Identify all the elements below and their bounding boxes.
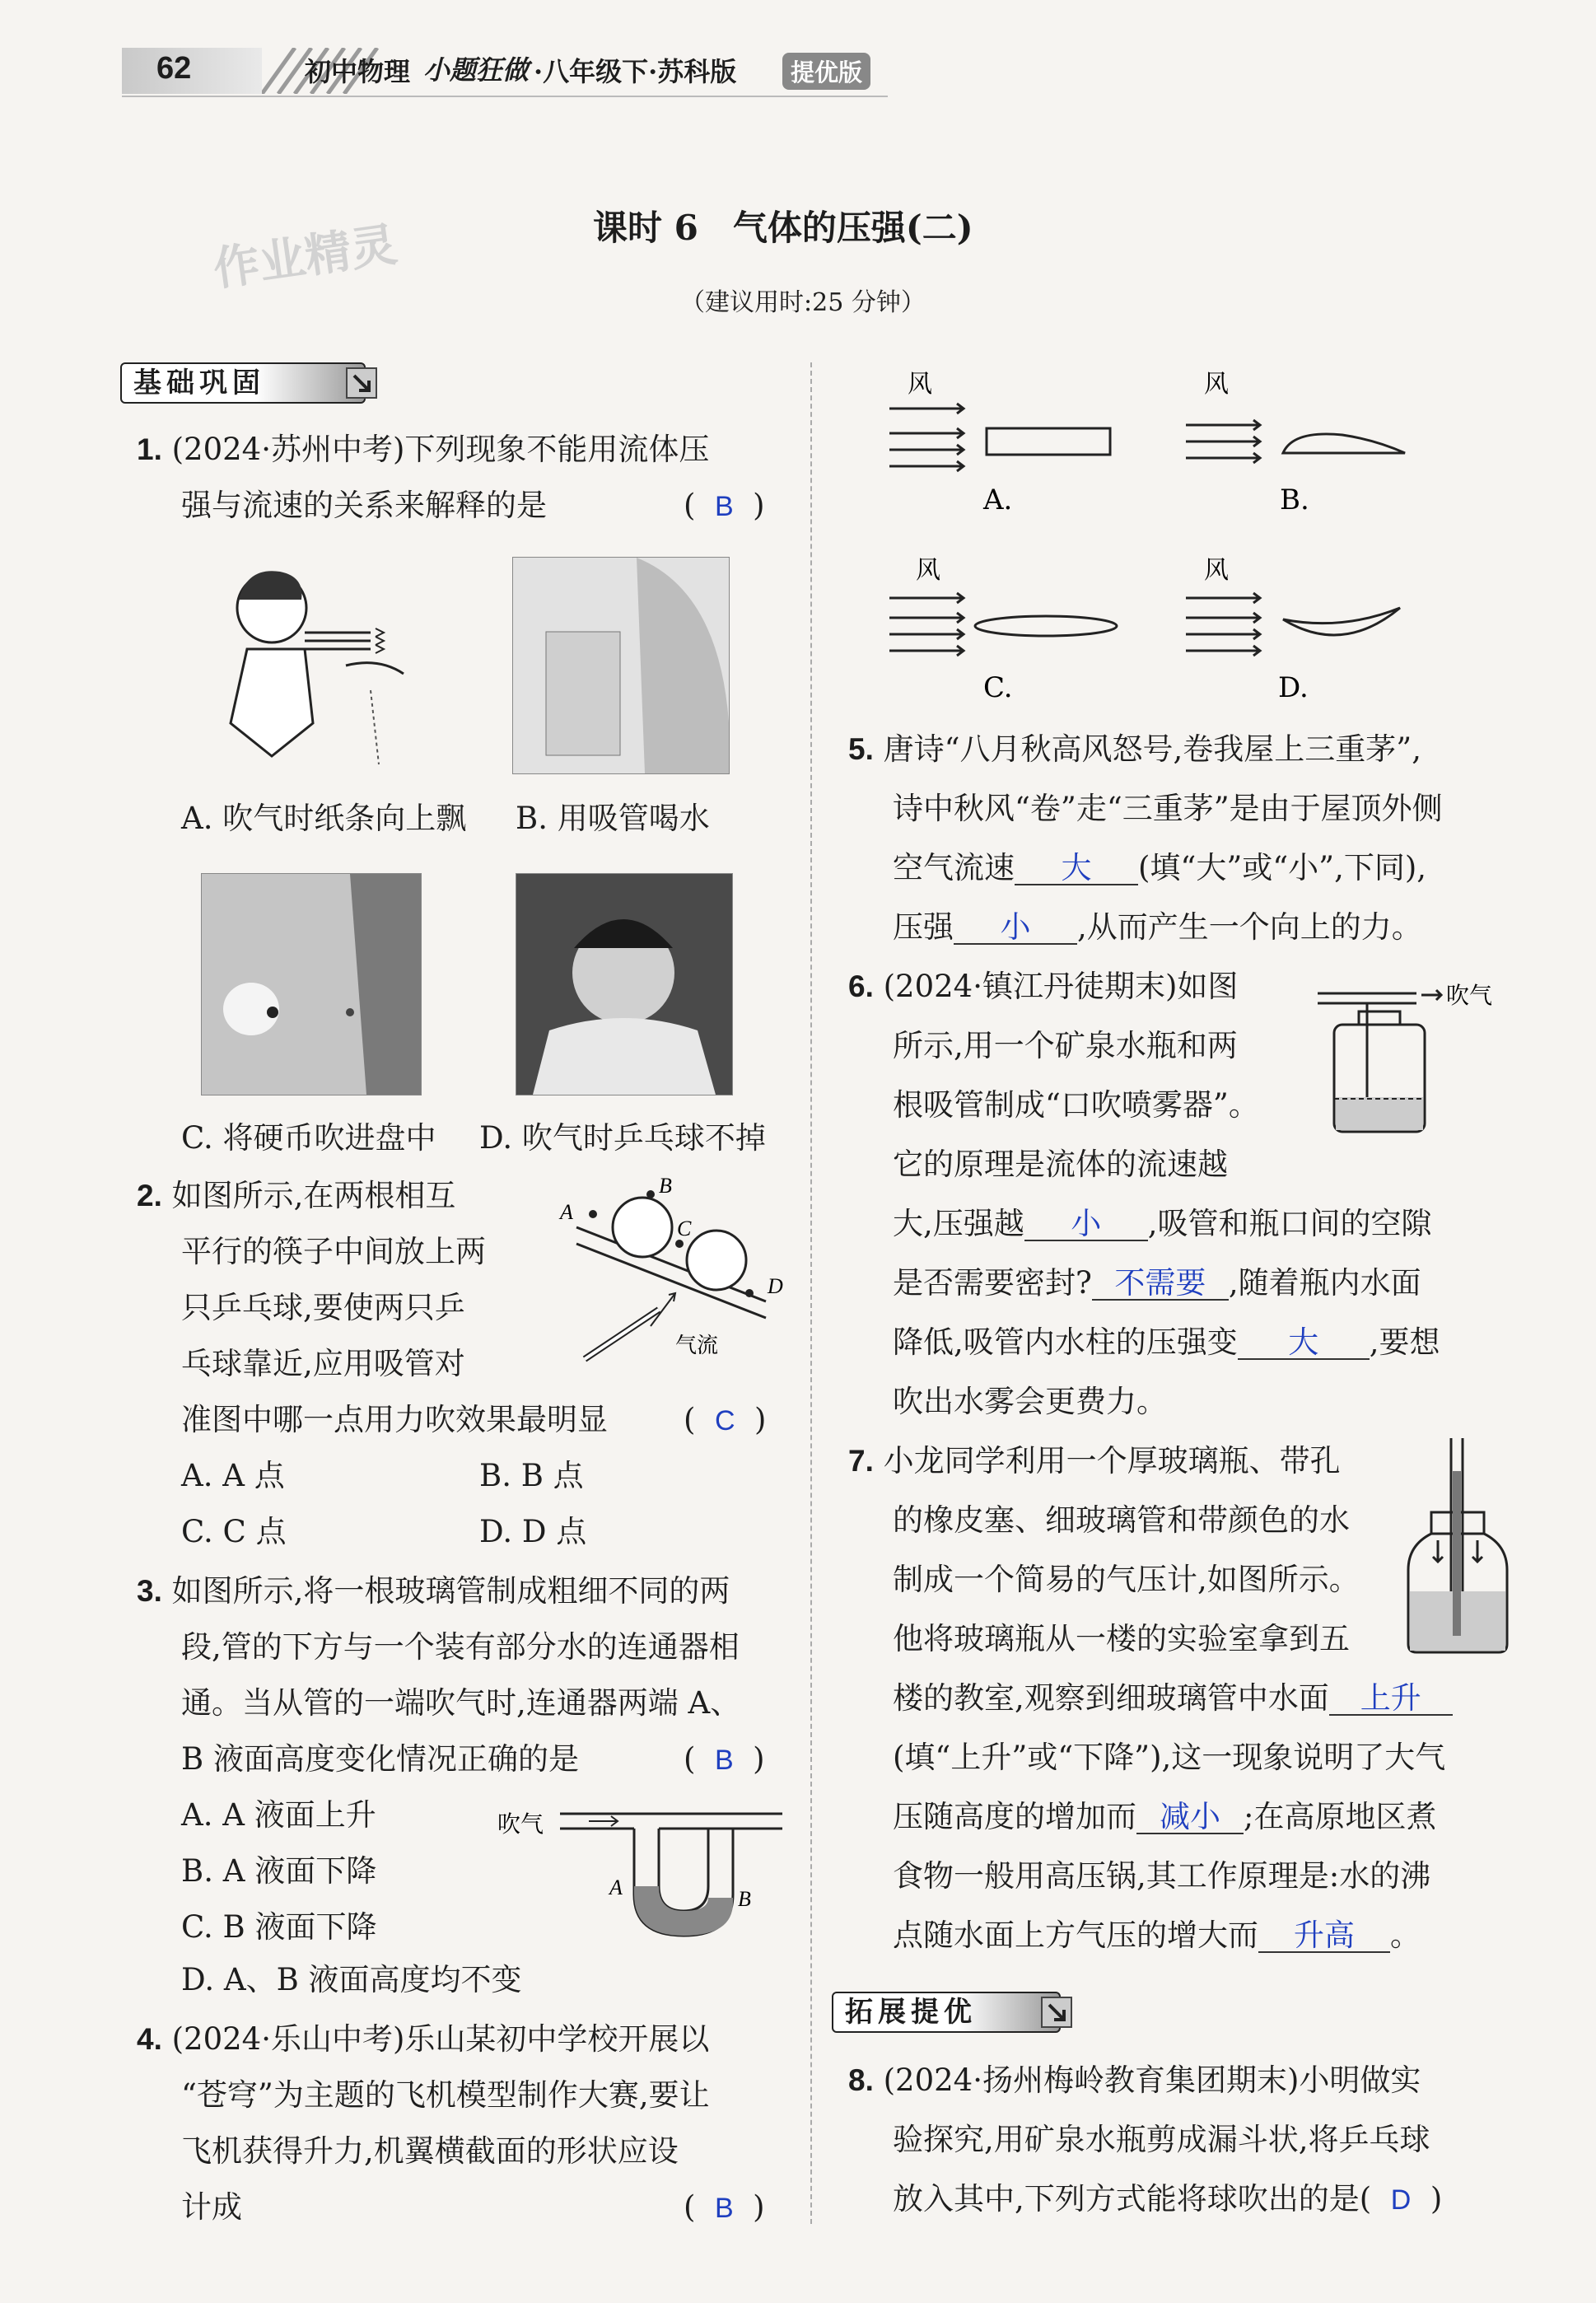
q5-line3-post: (填“大”或“小”,下同), — [1138, 850, 1427, 885]
q3-label-a: A — [609, 1876, 623, 1899]
q8-line3-text: 放入其中,下列方式能将球吹出的是 — [893, 2181, 1360, 2217]
q6-line1 — [848, 957, 1238, 1016]
q5-line1 — [848, 720, 1421, 779]
q7-l5-pre: 楼的教室,观察到细玻璃管中水面 — [893, 1680, 1329, 1716]
q3-label-blow: 吹气 — [497, 1810, 544, 1838]
q8-line3: 放入其中,下列方式能将球吹出的是( D ) — [893, 2181, 1443, 2217]
q7-line6: (填“上升”或“下降”),这一现象说明了大气 — [893, 1740, 1446, 1775]
lesson-title: 课时 6 气体的压强(二) — [593, 208, 973, 248]
q3-line4: B 液面高度变化情况正确的是 — [181, 1741, 579, 1777]
q6-blank3: 大 — [1238, 1327, 1370, 1360]
q3-text: 如图所示,将一根玻璃管制成粗细不同的两 — [171, 1573, 730, 1609]
header-grade: ·八年级下·苏科版 — [534, 56, 737, 87]
q2-figure — [552, 1170, 791, 1367]
q1-line1: (2024·苏州中考)下列现象不能用流体压 — [171, 432, 710, 467]
q2-line3: 只乒乓球,要使两只乒 — [181, 1290, 465, 1325]
q6-l6-post: ,随着瓶内水面 — [1228, 1265, 1421, 1301]
q2-option-a: A. A 点 — [181, 1458, 285, 1493]
column-divider — [810, 362, 812, 2224]
q1-answer: B — [714, 491, 734, 522]
q3-answer: B — [714, 1745, 734, 1776]
q2-answer: C — [714, 1405, 735, 1436]
q6-line6 — [893, 1254, 1421, 1313]
q1-answer-box: ( B ) — [684, 488, 765, 523]
q6-line7 — [893, 1313, 1440, 1372]
q1-option-a: A. 吹气时纸条向上飘 — [181, 801, 467, 836]
q2-answer-box: ( C ) — [684, 1402, 767, 1437]
q7-l7-post: ;在高原地区煮 — [1244, 1799, 1437, 1834]
q8-number: 8. — [848, 2063, 874, 2097]
q5-blank2: 小 — [954, 912, 1077, 945]
q7-line1 — [848, 1432, 1341, 1491]
q7-line4: 他将玻璃瓶从一楼的实验室拿到五 — [893, 1621, 1350, 1656]
section-extend: 拓展提优 — [832, 1992, 1061, 2033]
q4-answer: B — [714, 2193, 734, 2224]
q4-wind-c: 风 — [916, 556, 940, 585]
q4-line4: 计成 — [181, 2189, 242, 2225]
q6-line5 — [893, 1194, 1432, 1254]
q6-l5-post: ,吸管和瓶口间的空隙 — [1147, 1206, 1432, 1241]
q4-number: 4. — [137, 2022, 162, 2056]
q7-blank1: 上升 — [1329, 1683, 1453, 1716]
q7-line9 — [893, 1906, 1421, 1965]
q4-option-d-figure — [1178, 549, 1458, 722]
q1-option-d: D. 吹气时乒乓球不掉 — [479, 1120, 766, 1156]
q7-line3: 制成一个简易的气压计,如图所示。 — [893, 1562, 1360, 1597]
q8-answer: D — [1390, 2184, 1412, 2216]
q6-number: 6. — [848, 969, 874, 1003]
q2-label-flow: 气流 — [675, 1334, 719, 1358]
watermark: 作业精灵 — [210, 217, 401, 297]
q4-text: (2024·乐山中考)乐山某初中学校开展以 — [171, 2021, 710, 2057]
q1-image-d — [516, 873, 733, 1095]
q2-option-b: B. B 点 — [479, 1458, 584, 1493]
q2-text: 如图所示,在两根相互 — [171, 1178, 456, 1213]
q5-line4-pre: 压强 — [893, 909, 954, 945]
q6-l5-pre: 大,压强越 — [893, 1206, 1024, 1241]
q6-line4: 它的原理是流体的流速越 — [893, 1147, 1228, 1182]
q6-blank2: 不需要 — [1092, 1268, 1229, 1301]
q5-line4 — [893, 898, 1422, 957]
q2-line5: 准图中哪一点用力吹效果最明显 — [181, 1402, 608, 1437]
q6-l6-pre: 是否需要密封? — [893, 1265, 1092, 1301]
header-tab — [122, 48, 262, 94]
q2-option-c: C. C 点 — [181, 1514, 287, 1549]
q4-line2: “苍穹”为主题的飞机模型制作大赛,要让 — [181, 2077, 710, 2113]
q5-line3 — [893, 839, 1426, 898]
q7-l7-pre: 压随高度的增加而 — [893, 1799, 1136, 1834]
q7-l9-post: 。 — [1390, 1918, 1421, 1953]
q6-text: (2024·镇江丹徒期末)如图 — [883, 969, 1239, 1004]
suggested-time: （建议用时:25 分钟） — [680, 288, 926, 317]
q3-line3: 通。当从管的一端吹气时,连通器两端 A、 — [181, 1685, 741, 1721]
q1-option-c: C. 将硬币吹进盘中 — [181, 1120, 436, 1156]
q2-label-b: B — [659, 1174, 672, 1198]
q4-label-c: C. — [983, 671, 1013, 704]
q4-wind-d: 风 — [1204, 556, 1229, 585]
q4-option-b-figure — [1178, 362, 1458, 527]
q6-l7-pre: 降低,吸管内水柱的压强变 — [893, 1324, 1238, 1360]
q3-option-b: B. A 液面下降 — [181, 1853, 377, 1889]
q6-figure — [1309, 975, 1515, 1140]
q8-text: (2024·扬州梅岭教育集团期末)小明做实 — [883, 2062, 1421, 2098]
q5-line3-pre: 空气流速 — [893, 850, 1015, 885]
q3-line2: 段,管的下方与一个装有部分水的连通器相 — [181, 1629, 740, 1665]
q5-line2: 诗中秋风“卷”走“三重茅”是由于屋顶外侧 — [893, 791, 1443, 826]
q2-label-a: A — [560, 1200, 573, 1224]
q1-image-a — [214, 558, 428, 781]
q5-blank1: 大 — [1015, 853, 1138, 885]
q4-line1 — [137, 2010, 709, 2069]
q4-label-a: A. — [983, 483, 1013, 516]
q2-number: 2. — [137, 1179, 162, 1212]
q3-option-d: D. A、B 液面高度均不变 — [181, 1962, 522, 1997]
q1-text1 — [137, 420, 709, 479]
page-number: 62 — [156, 51, 192, 86]
q4-wind-b: 风 — [1204, 370, 1229, 399]
q4-label-b: B. — [1280, 483, 1309, 516]
header-series: 初中物理 — [305, 56, 411, 87]
q7-line7 — [893, 1787, 1436, 1847]
q1-option-b: B. 用吸管喝水 — [516, 801, 710, 836]
q4-option-a-figure — [881, 362, 1161, 527]
q3-label-b: B — [738, 1887, 751, 1911]
q6-line2: 所示,用一个矿泉水瓶和两 — [893, 1028, 1238, 1063]
q4-label-d: D. — [1278, 671, 1309, 704]
q2-option-d: D. D 点 — [479, 1514, 587, 1549]
q2-line2: 平行的筷子中间放上两 — [181, 1234, 486, 1269]
q2-label-d: D — [768, 1274, 783, 1298]
q7-text: 小龙同学利用一个厚玻璃瓶、带孔 — [883, 1443, 1341, 1478]
q3-number: 3. — [137, 1574, 162, 1608]
q5-number: 5. — [848, 732, 874, 766]
edition-badge: 提优版 — [782, 53, 870, 90]
q6-line8: 吹出水雾会更费力。 — [893, 1384, 1167, 1419]
header-brand: 小题狂做 — [423, 54, 530, 86]
q7-line5 — [893, 1669, 1453, 1728]
q7-line8: 食物一般用高压锅,其工作原理是:水的沸 — [893, 1858, 1431, 1894]
q7-blank3: 升高 — [1258, 1920, 1390, 1953]
q6-blank1: 小 — [1024, 1208, 1148, 1241]
q3-option-a: A. A 液面上升 — [181, 1797, 376, 1833]
q7-l9-pre: 点随水面上方气压的增大而 — [893, 1918, 1258, 1953]
q3-figure — [494, 1796, 791, 1944]
q4-option-c-figure — [881, 549, 1161, 722]
q2-line1 — [137, 1166, 455, 1226]
q5-text: 唐诗“八月秋高风怒号,卷我屋上三重茅”, — [883, 731, 1421, 767]
q6-line3: 根吸管制成“口吹喷雾器”。 — [893, 1087, 1259, 1123]
header-rule — [122, 96, 888, 97]
q8-line2: 验探究,用矿泉水瓶剪成漏斗状,将乒乓球 — [893, 2122, 1430, 2157]
section-basic: 基础巩固 — [120, 362, 366, 404]
q1-image-c — [201, 873, 422, 1095]
q1-line2: 强与流速的关系来解释的是 — [181, 488, 547, 523]
page-header — [122, 48, 888, 97]
q7-blank2: 减小 — [1136, 1801, 1244, 1834]
q4-line3: 飞机获得升力,机翼横截面的形状应设 — [181, 2133, 679, 2169]
q1-number: 1. — [137, 432, 162, 466]
q4-answer-box: ( B ) — [684, 2189, 765, 2225]
q3-line1 — [137, 1562, 730, 1621]
q3-option-c: C. B 液面下降 — [181, 1909, 377, 1945]
q7-line2: 的橡皮塞、细玻璃管和带颜色的水 — [893, 1502, 1350, 1538]
q2-line4: 乓球靠近,应用吸管对 — [181, 1346, 465, 1381]
section-arrow-icon — [346, 367, 377, 399]
q1-image-b — [512, 557, 730, 774]
q3-answer-box: ( B ) — [684, 1741, 765, 1777]
q6-label-blow: 吹气 — [1446, 982, 1493, 1009]
q7-figure — [1400, 1438, 1515, 1661]
q7-number: 7. — [848, 1444, 874, 1478]
q4-wind-a: 风 — [908, 370, 932, 399]
q6-l7-post: ,要想 — [1369, 1324, 1440, 1360]
q2-label-c: C — [677, 1217, 692, 1240]
section-arrow-icon-2 — [1041, 1997, 1072, 2028]
q5-line4-post: ,从而产生一个向上的力。 — [1077, 909, 1422, 945]
q8-line1 — [848, 2051, 1421, 2110]
